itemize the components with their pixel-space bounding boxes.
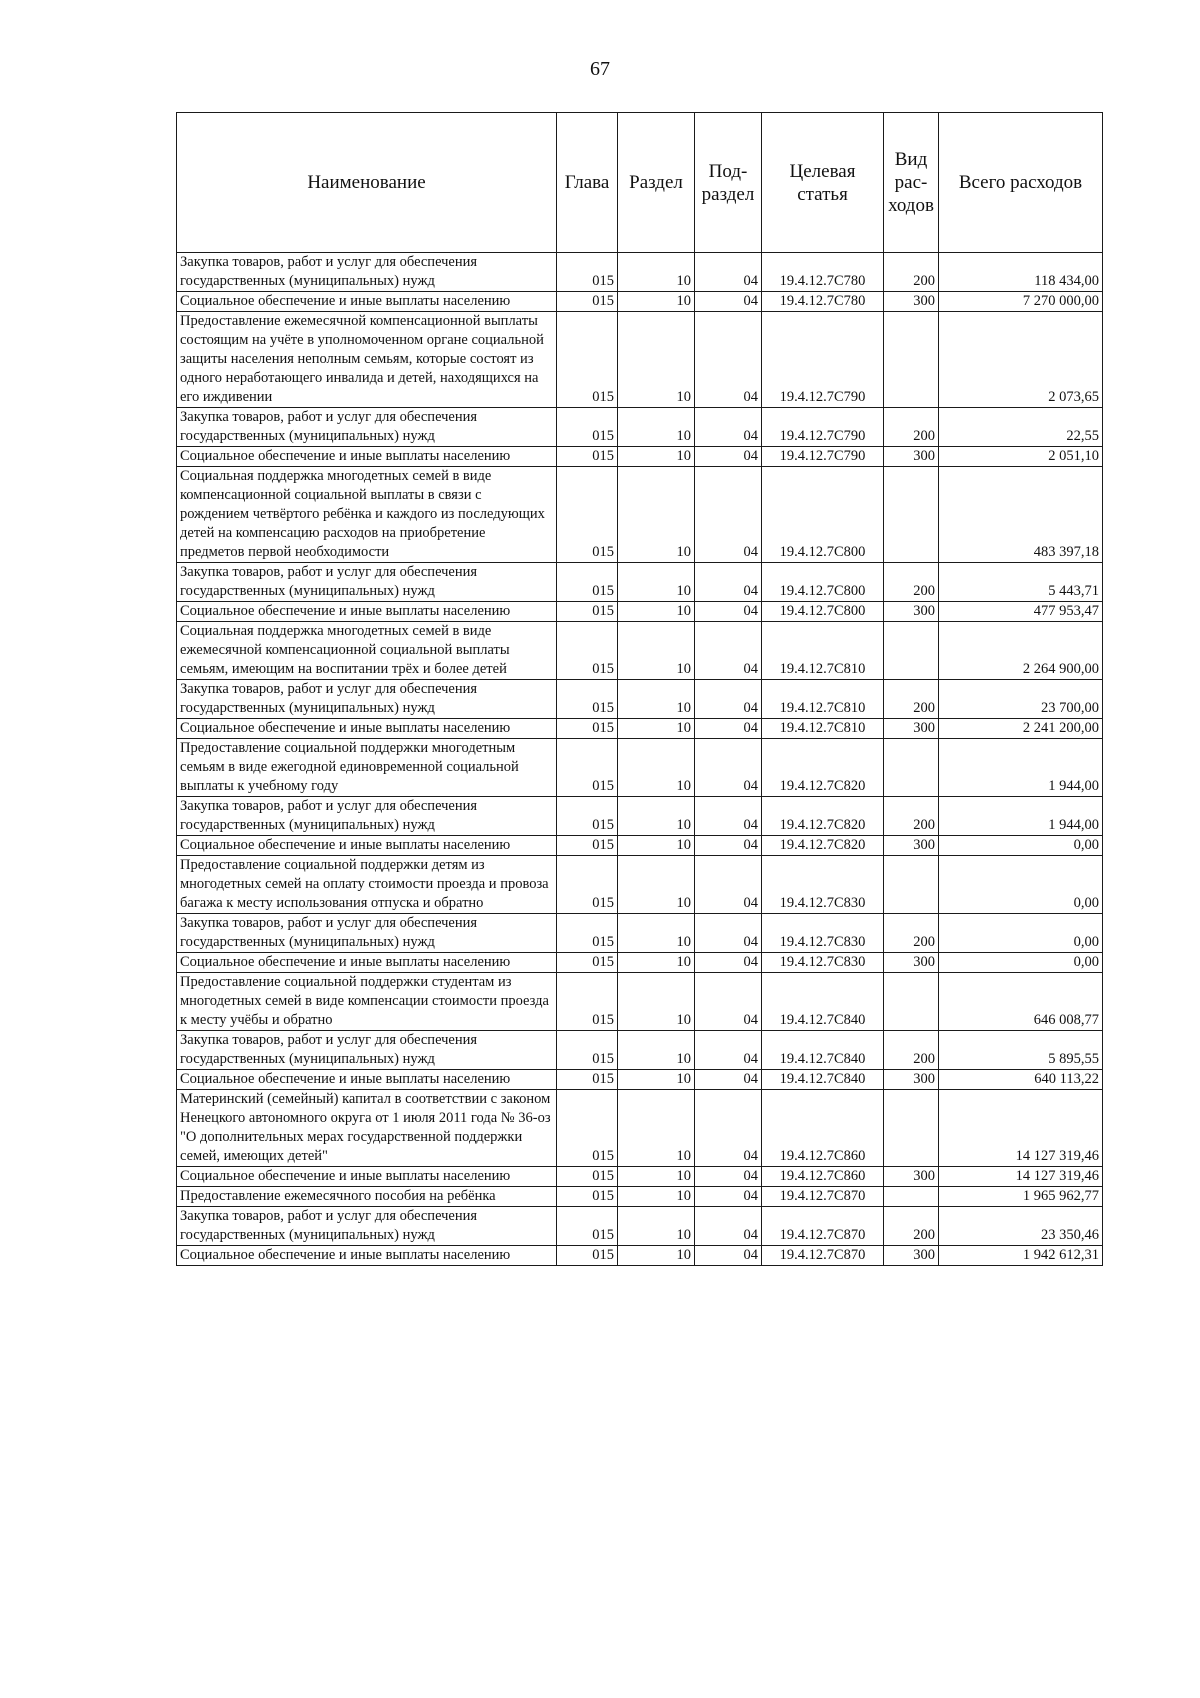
row-podrazdel: 04 — [695, 680, 762, 719]
row-podrazdel: 04 — [695, 467, 762, 563]
row-glava: 015 — [557, 739, 618, 797]
row-name: Социальное обеспечение и иные выплаты населению — [177, 1167, 557, 1187]
header-total: Всего расходов — [939, 113, 1103, 253]
row-glava: 015 — [557, 1207, 618, 1246]
row-total: 2 073,65 — [939, 312, 1103, 408]
row-razdel: 10 — [618, 1246, 695, 1266]
row-total: 0,00 — [939, 914, 1103, 953]
row-name: Предоставление ежемесячной компенсационной выплаты состоящим на учёте в уполномоченном органе социальной защиты населения неполным семьям, которые состоят из одного неработающего инвалида и детей, находящихся на его иждивении — [177, 312, 557, 408]
row-vid: 300 — [884, 719, 939, 739]
row-name: Социальное обеспечение и иные выплаты населению — [177, 292, 557, 312]
row-vid: 200 — [884, 253, 939, 292]
row-article: 19.4.12.7С820 — [762, 797, 884, 836]
row-total: 7 270 000,00 — [939, 292, 1103, 312]
row-podrazdel: 04 — [695, 797, 762, 836]
row-name: Социальное обеспечение и иные выплаты населению — [177, 602, 557, 622]
row-razdel: 10 — [618, 622, 695, 680]
row-article: 19.4.12.7С790 — [762, 447, 884, 467]
row-razdel: 10 — [618, 447, 695, 467]
table-row — [177, 739, 1103, 797]
row-podrazdel: 04 — [695, 1187, 762, 1207]
table-row — [177, 312, 1103, 408]
row-article: 19.4.12.7С820 — [762, 836, 884, 856]
row-razdel: 10 — [618, 973, 695, 1031]
row-total: 2 051,10 — [939, 447, 1103, 467]
row-podrazdel: 04 — [695, 739, 762, 797]
row-name: Закупка товаров, работ и услуг для обеспечения государственных (муниципальных) нужд — [177, 1207, 557, 1246]
row-total: 483 397,18 — [939, 467, 1103, 563]
row-name: Закупка товаров, работ и услуг для обеспечения государственных (муниципальных) нужд — [177, 408, 557, 447]
row-vid: 300 — [884, 602, 939, 622]
row-total: 1 944,00 — [939, 797, 1103, 836]
table-header-row — [177, 113, 1103, 253]
row-total: 5 443,71 — [939, 563, 1103, 602]
row-razdel: 10 — [618, 914, 695, 953]
row-glava: 015 — [557, 447, 618, 467]
row-name: Социальная поддержка многодетных семей в виде ежемесячной компенсационной социальной выплаты семьям, имеющим на воспитании трёх и более детей — [177, 622, 557, 680]
row-name: Социальное обеспечение и иные выплаты населению — [177, 447, 557, 467]
row-total: 0,00 — [939, 856, 1103, 914]
row-total: 640 113,22 — [939, 1070, 1103, 1090]
table-row — [177, 953, 1103, 973]
row-vid — [884, 312, 939, 408]
row-vid: 200 — [884, 563, 939, 602]
row-total: 22,55 — [939, 408, 1103, 447]
row-vid: 300 — [884, 292, 939, 312]
table-row — [177, 253, 1103, 292]
row-podrazdel: 04 — [695, 719, 762, 739]
row-podrazdel: 04 — [695, 914, 762, 953]
row-glava: 015 — [557, 563, 618, 602]
row-glava: 015 — [557, 973, 618, 1031]
row-razdel: 10 — [618, 312, 695, 408]
row-article: 19.4.12.7С840 — [762, 973, 884, 1031]
header-vid: Вид рас- ходов — [884, 113, 939, 253]
table-row — [177, 467, 1103, 563]
row-razdel: 10 — [618, 953, 695, 973]
row-vid: 200 — [884, 408, 939, 447]
row-podrazdel: 04 — [695, 973, 762, 1031]
row-glava: 015 — [557, 680, 618, 719]
row-total: 5 895,55 — [939, 1031, 1103, 1070]
row-vid — [884, 467, 939, 563]
row-total: 0,00 — [939, 836, 1103, 856]
row-name: Предоставление социальной поддержки детям из многодетных семей на оплату стоимости проезда и провоза багажа к месту использования отпуска и обратно — [177, 856, 557, 914]
row-glava: 015 — [557, 1167, 618, 1187]
row-name: Предоставление социальной поддержки студентам из многодетных семей в виде компенсации стоимости проезда к месту учёбы и обратно — [177, 973, 557, 1031]
row-vid — [884, 856, 939, 914]
row-podrazdel: 04 — [695, 602, 762, 622]
row-article: 19.4.12.7С800 — [762, 563, 884, 602]
row-podrazdel: 04 — [695, 856, 762, 914]
row-podrazdel: 04 — [695, 1246, 762, 1266]
table-row — [177, 719, 1103, 739]
row-total: 14 127 319,46 — [939, 1167, 1103, 1187]
row-podrazdel: 04 — [695, 563, 762, 602]
row-vid: 300 — [884, 447, 939, 467]
table-row — [177, 1031, 1103, 1070]
row-razdel: 10 — [618, 1031, 695, 1070]
row-name: Социальное обеспечение и иные выплаты населению — [177, 719, 557, 739]
row-article: 19.4.12.7С780 — [762, 253, 884, 292]
table-row — [177, 1090, 1103, 1167]
header-article: Целевая статья — [762, 113, 884, 253]
row-razdel: 10 — [618, 1090, 695, 1167]
row-article: 19.4.12.7С830 — [762, 953, 884, 973]
row-total: 14 127 319,46 — [939, 1090, 1103, 1167]
row-name: Закупка товаров, работ и услуг для обеспечения государственных (муниципальных) нужд — [177, 914, 557, 953]
row-article: 19.4.12.7С780 — [762, 292, 884, 312]
table-row — [177, 856, 1103, 914]
row-razdel: 10 — [618, 1187, 695, 1207]
row-name: Социальное обеспечение и иные выплаты населению — [177, 1070, 557, 1090]
row-podrazdel: 04 — [695, 622, 762, 680]
row-article: 19.4.12.7С790 — [762, 312, 884, 408]
row-vid: 200 — [884, 797, 939, 836]
table-row — [177, 1070, 1103, 1090]
row-article: 19.4.12.7С860 — [762, 1090, 884, 1167]
row-total: 23 350,46 — [939, 1207, 1103, 1246]
row-name: Социальная поддержка многодетных семей в виде компенсационной социальной выплаты в связи с рождением четвёртого ребёнка и каждого из последующих детей на компенсацию расходов на приобретение предметов первой необходимости — [177, 467, 557, 563]
table-row — [177, 1187, 1103, 1207]
header-razdel: Раздел — [618, 113, 695, 253]
row-name: Социальное обеспечение и иные выплаты населению — [177, 953, 557, 973]
table-row — [177, 292, 1103, 312]
row-article: 19.4.12.7С810 — [762, 680, 884, 719]
row-razdel: 10 — [618, 797, 695, 836]
row-podrazdel: 04 — [695, 1031, 762, 1070]
row-razdel: 10 — [618, 680, 695, 719]
row-vid: 200 — [884, 1031, 939, 1070]
row-article: 19.4.12.7С800 — [762, 602, 884, 622]
row-total: 0,00 — [939, 953, 1103, 973]
table-row — [177, 797, 1103, 836]
row-glava: 015 — [557, 1090, 618, 1167]
row-razdel: 10 — [618, 1167, 695, 1187]
row-razdel: 10 — [618, 467, 695, 563]
row-name: Предоставление ежемесячного пособия на ребёнка — [177, 1187, 557, 1207]
row-name: Закупка товаров, работ и услуг для обеспечения государственных (муниципальных) нужд — [177, 253, 557, 292]
row-total: 23 700,00 — [939, 680, 1103, 719]
row-article: 19.4.12.7С840 — [762, 1031, 884, 1070]
row-glava: 015 — [557, 1070, 618, 1090]
table-row — [177, 973, 1103, 1031]
row-vid: 200 — [884, 914, 939, 953]
row-article: 19.4.12.7С810 — [762, 719, 884, 739]
table-row — [177, 914, 1103, 953]
row-podrazdel: 04 — [695, 292, 762, 312]
row-article: 19.4.12.7С870 — [762, 1187, 884, 1207]
header-podrazdel: Под- раздел — [695, 113, 762, 253]
row-glava: 015 — [557, 622, 618, 680]
row-razdel: 10 — [618, 1070, 695, 1090]
row-name: Закупка товаров, работ и услуг для обеспечения государственных (муниципальных) нужд — [177, 680, 557, 719]
row-podrazdel: 04 — [695, 408, 762, 447]
row-podrazdel: 04 — [695, 1207, 762, 1246]
row-vid — [884, 1090, 939, 1167]
table-row — [177, 622, 1103, 680]
table-row — [177, 602, 1103, 622]
row-article: 19.4.12.7С820 — [762, 739, 884, 797]
row-podrazdel: 04 — [695, 836, 762, 856]
row-podrazdel: 04 — [695, 253, 762, 292]
row-vid: 200 — [884, 680, 939, 719]
row-razdel: 10 — [618, 602, 695, 622]
row-article: 19.4.12.7С810 — [762, 622, 884, 680]
row-article: 19.4.12.7С870 — [762, 1207, 884, 1246]
row-total: 1 965 962,77 — [939, 1187, 1103, 1207]
row-vid: 300 — [884, 1246, 939, 1266]
page-number: 67 — [590, 58, 610, 80]
row-total: 2 241 200,00 — [939, 719, 1103, 739]
row-glava: 015 — [557, 1246, 618, 1266]
row-name: Социальное обеспечение и иные выплаты населению — [177, 836, 557, 856]
row-glava: 015 — [557, 953, 618, 973]
table-row — [177, 680, 1103, 719]
row-razdel: 10 — [618, 719, 695, 739]
row-podrazdel: 04 — [695, 1070, 762, 1090]
row-total: 477 953,47 — [939, 602, 1103, 622]
row-vid: 300 — [884, 1167, 939, 1187]
row-podrazdel: 04 — [695, 447, 762, 467]
row-vid — [884, 973, 939, 1031]
row-total: 1 944,00 — [939, 739, 1103, 797]
row-glava: 015 — [557, 408, 618, 447]
row-total: 1 942 612,31 — [939, 1246, 1103, 1266]
table-row — [177, 1167, 1103, 1187]
row-podrazdel: 04 — [695, 953, 762, 973]
row-razdel: 10 — [618, 292, 695, 312]
row-name: Материнский (семейный) капитал в соответствии с законом Ненецкого автономного округа от 1 июля 2011 года № 36-оз "О дополнительных мерах государственной поддержки семей, имеющих детей" — [177, 1090, 557, 1167]
table-row — [177, 836, 1103, 856]
table-row — [177, 408, 1103, 447]
row-glava: 015 — [557, 467, 618, 563]
row-glava: 015 — [557, 602, 618, 622]
row-name: Предоставление социальной поддержки многодетным семьям в виде ежегодной единовременной социальной выплаты к учебному году — [177, 739, 557, 797]
row-glava: 015 — [557, 719, 618, 739]
row-razdel: 10 — [618, 739, 695, 797]
row-glava: 015 — [557, 1187, 618, 1207]
row-vid — [884, 622, 939, 680]
row-vid: 200 — [884, 1207, 939, 1246]
row-article: 19.4.12.7С800 — [762, 467, 884, 563]
table-row — [177, 447, 1103, 467]
row-glava: 015 — [557, 292, 618, 312]
row-razdel: 10 — [618, 856, 695, 914]
row-razdel: 10 — [618, 253, 695, 292]
row-vid: 300 — [884, 1070, 939, 1090]
row-name: Социальное обеспечение и иные выплаты населению — [177, 1246, 557, 1266]
row-razdel: 10 — [618, 408, 695, 447]
row-glava: 015 — [557, 253, 618, 292]
row-article: 19.4.12.7С840 — [762, 1070, 884, 1090]
row-glava: 015 — [557, 312, 618, 408]
table-row — [177, 1246, 1103, 1266]
row-glava: 015 — [557, 797, 618, 836]
header-name: Наименование — [177, 113, 557, 253]
row-glava: 015 — [557, 836, 618, 856]
row-total: 646 008,77 — [939, 973, 1103, 1031]
row-vid: 300 — [884, 836, 939, 856]
row-article: 19.4.12.7С860 — [762, 1167, 884, 1187]
row-razdel: 10 — [618, 836, 695, 856]
header-glava: Глава — [557, 113, 618, 253]
row-glava: 015 — [557, 914, 618, 953]
expenditure-table — [176, 112, 1103, 1266]
row-podrazdel: 04 — [695, 1167, 762, 1187]
row-vid — [884, 1187, 939, 1207]
row-article: 19.4.12.7С870 — [762, 1246, 884, 1266]
row-article: 19.4.12.7С790 — [762, 408, 884, 447]
row-name: Закупка товаров, работ и услуг для обеспечения государственных (муниципальных) нужд — [177, 797, 557, 836]
row-podrazdel: 04 — [695, 1090, 762, 1167]
row-podrazdel: 04 — [695, 312, 762, 408]
row-total: 118 434,00 — [939, 253, 1103, 292]
row-vid: 300 — [884, 953, 939, 973]
row-razdel: 10 — [618, 1207, 695, 1246]
row-name: Закупка товаров, работ и услуг для обеспечения государственных (муниципальных) нужд — [177, 1031, 557, 1070]
row-article: 19.4.12.7С830 — [762, 914, 884, 953]
row-total: 2 264 900,00 — [939, 622, 1103, 680]
table-row — [177, 1207, 1103, 1246]
row-glava: 015 — [557, 856, 618, 914]
row-vid — [884, 739, 939, 797]
table-row — [177, 563, 1103, 602]
row-name: Закупка товаров, работ и услуг для обеспечения государственных (муниципальных) нужд — [177, 563, 557, 602]
row-glava: 015 — [557, 1031, 618, 1070]
row-razdel: 10 — [618, 563, 695, 602]
row-article: 19.4.12.7С830 — [762, 856, 884, 914]
